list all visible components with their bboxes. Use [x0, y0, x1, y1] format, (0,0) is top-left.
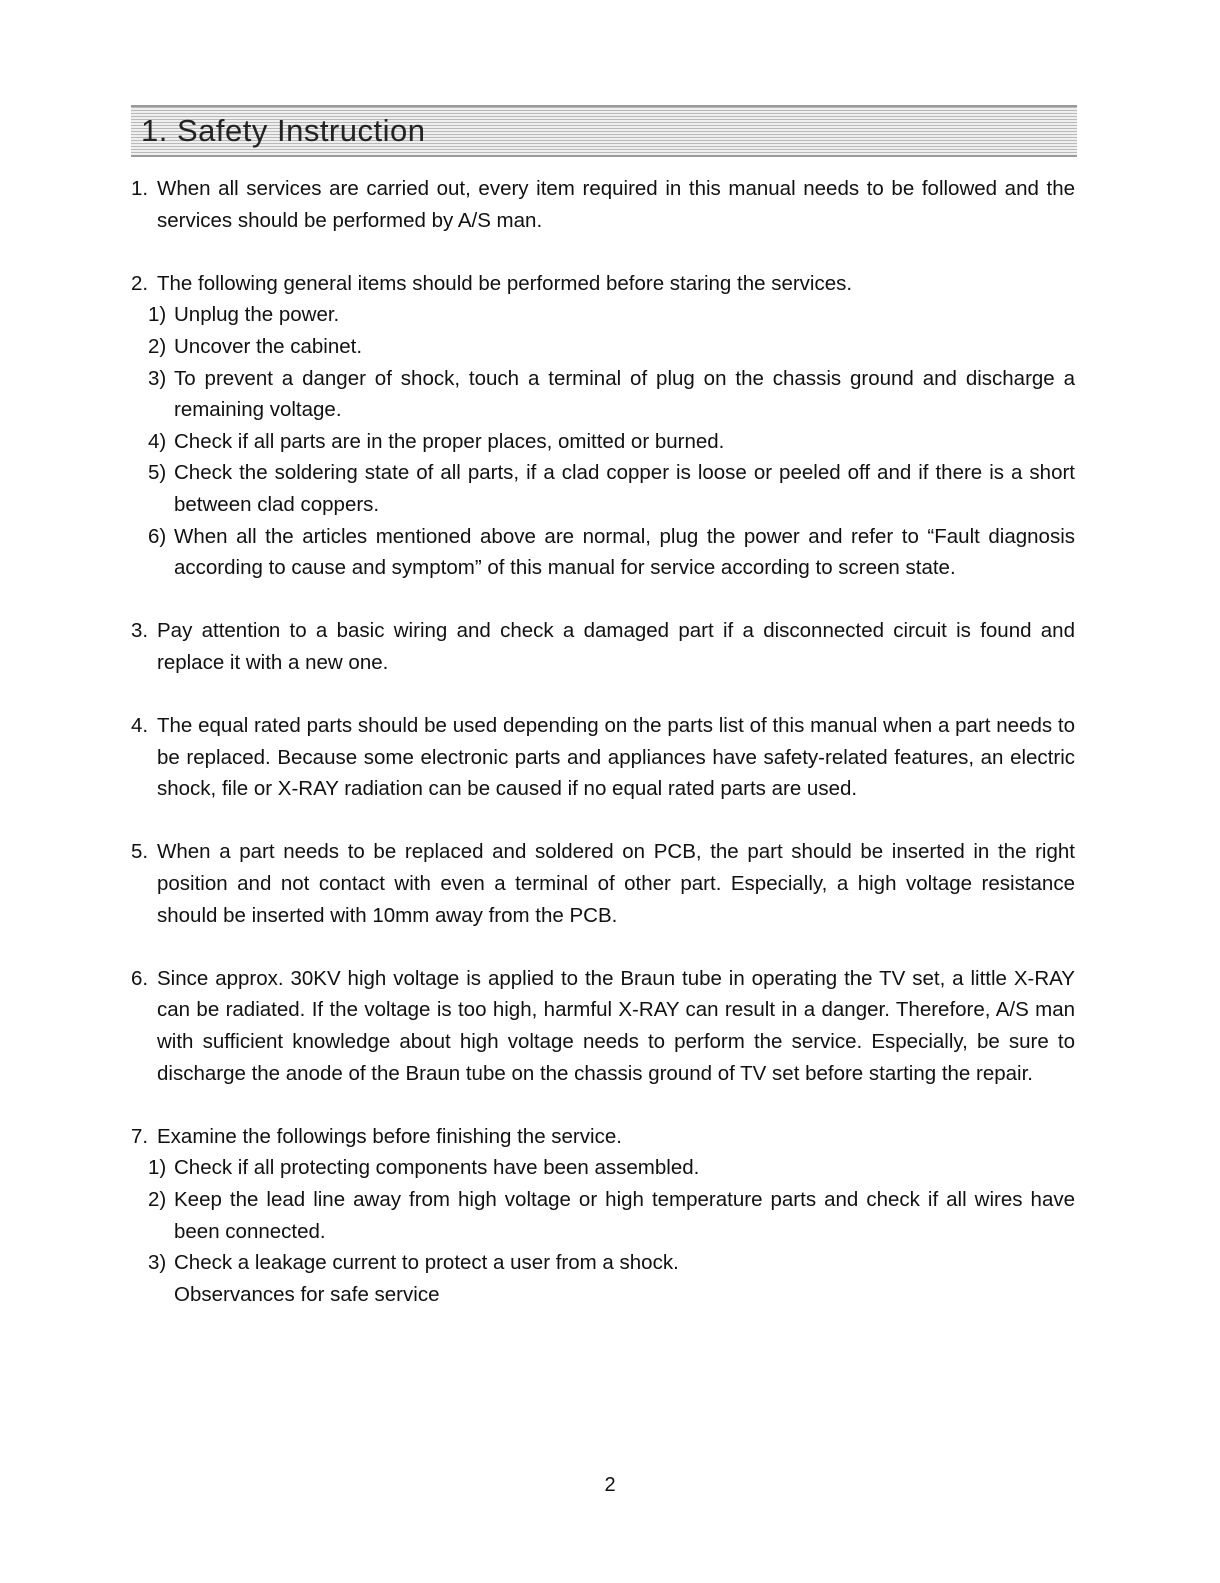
item-text: The equal rated parts should be used depending on the parts list of this manual when a part needs to be replaced. Because some electronic parts and appliances have safety-related features, an electric shock, file or X-RAY radiation can be caused if no equal rated parts are used. — [157, 714, 1075, 801]
sub-item-number: 2) — [148, 334, 167, 358]
sub-item-number: 2) — [148, 1188, 167, 1211]
instruction-item-1 — [131, 173, 1075, 236]
sub-item — [131, 331, 1075, 363]
instruction-item-6 — [131, 963, 1075, 1089]
sub-item — [131, 426, 1075, 458]
sub-item — [131, 457, 1075, 520]
item-text: Since approx. 30KV high voltage is applied to the Braun tube in operating the TV set, a little X-RAY can be radiated. If the voltage is too high, harmful X-RAY can result in a danger. Therefore, A/S man with sufficient knowledge about high voltage needs to perform the service. Especially, be sure to discharge the anode of the Braun tube on the chassis ground of TV set before starting the repair. — [157, 966, 1075, 1085]
item-number: 4. — [131, 714, 149, 738]
instruction-item-7 — [131, 1121, 1075, 1153]
item-number: 6. — [131, 966, 149, 990]
sub-item-number: 6) — [148, 524, 167, 548]
sub-item-text: Check if all parts are in the proper places, omitted or burned. — [174, 429, 725, 453]
sub-item-text: Unplug the power. — [174, 303, 340, 327]
sub-item-number: 3) — [148, 366, 167, 390]
instruction-item-3 — [131, 615, 1075, 678]
item-text: Pay attention to a basic wiring and check a damaged part if a disconnected circuit is found and replace it with a new one. — [157, 619, 1075, 674]
item-number: 3. — [131, 619, 149, 643]
item-text: Examine the followings before finishing the service. — [157, 1124, 622, 1148]
sub-item-text: When all the articles mentioned above are normal, plug the power and refer to “Fault diagnosis according to cause and symptom” of this manual for service according to screen state. — [174, 524, 1075, 580]
section-title: 1. Safety Instruction — [141, 113, 426, 148]
sub-item-text: Check the soldering state of all parts, if a clad copper is loose or peeled off and if there is a short between clad coppers. — [174, 461, 1075, 516]
page-number: 2 — [604, 1474, 616, 1496]
sub-item-number: 5) — [148, 461, 167, 485]
instructions-list — [131, 173, 1075, 1310]
sub-item-number: 4) — [148, 429, 167, 453]
item-text: The following general items should be performed before staring the services. — [157, 271, 853, 295]
item-number: 5. — [131, 840, 149, 864]
sub-item — [131, 363, 1075, 426]
sub-item-text: Check a leakage current to protect a user from a shock. — [174, 1251, 679, 1275]
sub-item — [131, 299, 1075, 331]
sub-item — [131, 1247, 1075, 1279]
instruction-item-2 — [131, 268, 1075, 300]
observances-line: Observances for safe service — [174, 1282, 440, 1306]
sub-item-number: 1) — [148, 1156, 167, 1180]
item-number: 7. — [131, 1124, 149, 1148]
sub-item-text: Check if all protecting components have been assembled. — [174, 1156, 700, 1180]
item-text: When all services are carried out, every item required in this manual needs to be followed and the services should be performed by A/S man. — [157, 177, 1075, 232]
sub-item-number: 1) — [148, 303, 167, 327]
section-title-bar — [131, 105, 1077, 157]
sub-item-text: Uncover the cabinet. — [174, 334, 363, 358]
sub-item-text: Keep the lead line away from high voltage or high temperature parts and check if all wires have been connected. — [174, 1188, 1075, 1243]
item-number: 1. — [131, 177, 149, 200]
sub-item-text: To prevent a danger of shock, touch a terminal of plug on the chassis ground and discharge a remaining voltage. — [174, 366, 1075, 422]
item-number: 2. — [131, 271, 149, 295]
sub-item — [131, 521, 1075, 584]
instruction-item-5 — [131, 836, 1075, 931]
instruction-item-4 — [131, 710, 1075, 805]
item-text: When a part needs to be replaced and soldered on PCB, the part should be inserted in the right position and not contact with even a terminal of other part. Especially, a high voltage resistance should be inserted with 10mm away from the PCB. — [157, 840, 1075, 927]
sub-item — [131, 1152, 1075, 1184]
sub-item-number: 3) — [148, 1251, 167, 1275]
sub-item — [131, 1184, 1075, 1247]
